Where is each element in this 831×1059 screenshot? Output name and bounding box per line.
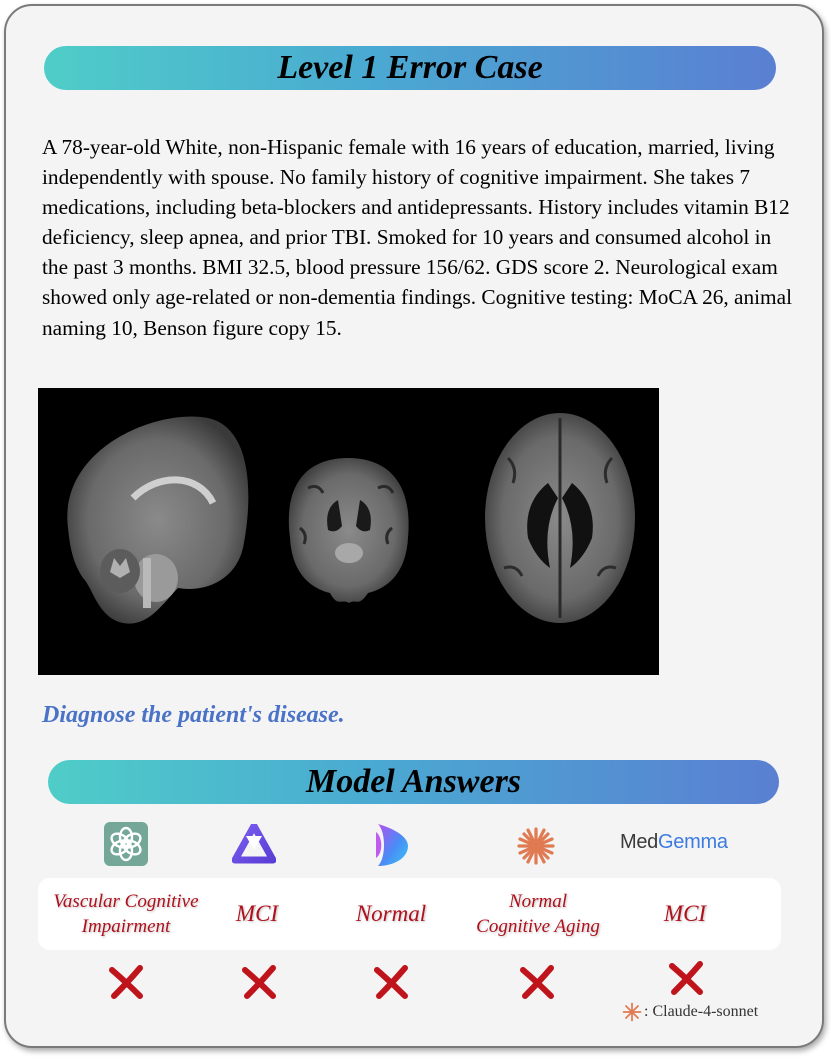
chatgpt-logo-icon: [104, 822, 148, 866]
mri-scan-image: [38, 388, 659, 675]
answer-model-3: [336, 878, 446, 950]
answer-line: Cognitive Aging: [476, 916, 600, 937]
wrong-mark-icon: [239, 962, 279, 1002]
answers-banner: [48, 760, 779, 804]
answer-model-2: [212, 878, 302, 950]
page-title: Level 1 Error Case: [277, 49, 543, 86]
wrong-mark-icon: [517, 962, 557, 1002]
answer-line: Normal: [355, 901, 427, 926]
wrong-mark-icon: [666, 958, 706, 998]
coronal-slice: [289, 458, 409, 603]
wrong-mark-icon: [371, 962, 411, 1002]
answer-line: Vascular Cognitive: [53, 891, 199, 912]
claude-logo-icon: [516, 826, 556, 866]
answer-line: MCI: [235, 901, 279, 926]
footnote-text: : Claude-4-sonnet: [644, 1003, 759, 1020]
wrong-mark-icon: [106, 962, 146, 1002]
claude-logo-icon: [622, 1002, 642, 1022]
answer-line: Normal: [508, 891, 568, 912]
qwen-logo-icon: [232, 824, 276, 866]
answers-title: Model Answers: [305, 763, 522, 800]
doubao-logo-icon: [372, 822, 410, 868]
diagnosis-question: Diagnose the patient's disease.: [42, 702, 345, 728]
axial-slice: [485, 413, 635, 623]
answer-model-1: [42, 878, 210, 950]
title-banner: [44, 46, 776, 90]
footnote: [622, 1002, 758, 1022]
sagittal-slice: [67, 416, 248, 623]
medgemma-logo-text: MedGemma: [620, 831, 728, 853]
answer-line: MCI: [663, 901, 707, 926]
answer-model-5: [640, 878, 730, 950]
answer-model-4: [462, 878, 614, 950]
answer-line: Impairment: [81, 916, 171, 937]
case-description: A 78-year-old White, non-Hispanic female with 16 years of education, married, living independently with spouse. No family history of cognitive impairment. She takes 7 medications, including beta-blockers and antidepressants. History includes vitamin B12 deficiency, sleep apnea, and prior TBI. Smoked for 10 years and consumed alcohol in the past 3 months. BMI 32.5, blood pressure 156/62. GDS score 2. Neurological exam showed only age-related or non-dementia findings. Cognitive testing: MoCA 26, animal naming 10, Benson figure copy 15.: [42, 135, 792, 340]
medgemma-logo-icon: [620, 831, 745, 857]
